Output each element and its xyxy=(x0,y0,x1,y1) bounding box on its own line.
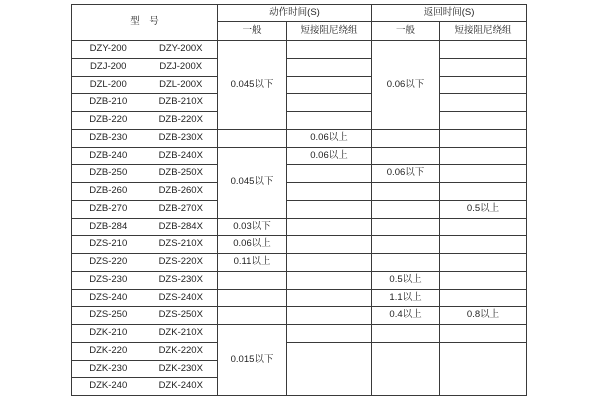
action-short-damping-cell xyxy=(287,254,372,272)
table-body xyxy=(72,41,527,396)
col-header-return-short-damping: 短接阻尼绕组 xyxy=(440,22,527,41)
return-general-cell: 1.1以上 xyxy=(372,289,440,307)
model-name-x: DZS-220X xyxy=(158,256,203,268)
model-name-x: DZB-250X xyxy=(158,167,203,179)
model-name: DZK-220 xyxy=(89,344,128,356)
model-pair xyxy=(72,275,217,285)
model-pair xyxy=(72,133,217,143)
model-cell xyxy=(72,360,218,378)
model-name-x: DZL-200X xyxy=(159,78,203,90)
action-short-damping-cell xyxy=(287,236,372,254)
return-general-cell: 0.06以下 xyxy=(372,41,440,130)
col-header-return-general: 一般 xyxy=(372,22,440,41)
return-general-cell: 0.06以下 xyxy=(372,165,440,183)
model-cell xyxy=(72,289,218,307)
action-short-damping-cell xyxy=(287,218,372,236)
return-general-cell xyxy=(372,236,440,254)
action-short-damping-cell xyxy=(287,289,372,307)
model-name-x: DZK-210X xyxy=(158,327,203,339)
action-short-damping-cell: 0.06以上 xyxy=(287,129,372,147)
model-name: DZS-210 xyxy=(89,238,128,250)
model-name-x: DZS-250X xyxy=(158,309,203,321)
model-pair xyxy=(72,346,217,356)
return-short-damping-cell xyxy=(440,129,527,147)
model-name: DZK-210 xyxy=(89,327,128,339)
model-pair xyxy=(72,328,217,338)
model-cell xyxy=(72,236,218,254)
model-pair xyxy=(72,293,217,303)
model-name-x: DZJ-200X xyxy=(159,60,203,72)
action-short-damping-cell xyxy=(287,271,372,289)
model-name: DZB-220 xyxy=(89,114,128,126)
model-name: DZK-240 xyxy=(89,380,128,392)
model-name: DZB-260 xyxy=(89,185,128,197)
action-general-cell xyxy=(218,307,287,325)
return-general-cell xyxy=(372,183,440,201)
return-short-damping-cell: 0.5以上 xyxy=(440,200,527,218)
return-short-damping-cell xyxy=(440,325,527,343)
table-row xyxy=(72,236,527,254)
table-row xyxy=(72,112,527,130)
model-name-x: DZS-240X xyxy=(158,291,203,303)
model-name: DZS-240 xyxy=(89,291,128,303)
model-cell xyxy=(72,94,218,112)
table-row xyxy=(72,58,527,76)
model-name-x: DZS-210X xyxy=(158,238,203,250)
action-short-damping-cell xyxy=(287,94,372,112)
action-general-cell xyxy=(218,129,287,147)
model-name: DZB-210 xyxy=(89,96,128,108)
header-group-row xyxy=(72,5,527,22)
return-general-cell xyxy=(372,129,440,147)
model-name-x: DZB-210X xyxy=(158,96,203,108)
model-name: DZK-230 xyxy=(89,362,128,374)
model-name: DZL-200 xyxy=(89,78,127,90)
model-cell xyxy=(72,41,218,59)
return-short-damping-cell xyxy=(440,147,527,165)
model-cell xyxy=(72,183,218,201)
return-short-damping-cell xyxy=(440,165,527,183)
model-name: DZB-284 xyxy=(89,220,128,232)
model-pair xyxy=(72,44,217,54)
col-header-action-general: 一般 xyxy=(218,22,287,41)
model-pair xyxy=(72,204,217,214)
model-cell xyxy=(72,58,218,76)
col-header-model: 型 号 xyxy=(72,5,218,41)
model-name: DZS-250 xyxy=(89,309,128,321)
model-name-x: DZK-240X xyxy=(158,380,203,392)
table-row xyxy=(72,218,527,236)
action-short-damping-cell xyxy=(287,112,372,130)
table-row xyxy=(72,129,527,147)
return-short-damping-cell xyxy=(440,342,527,395)
model-pair xyxy=(72,381,217,391)
table-row xyxy=(72,76,527,94)
table-header xyxy=(72,5,527,41)
action-short-damping-cell xyxy=(287,342,372,395)
model-pair xyxy=(72,115,217,125)
action-short-damping-cell xyxy=(287,58,372,76)
model-pair xyxy=(72,186,217,196)
action-general-cell: 0.045以下 xyxy=(218,41,287,130)
model-name-x: DZK-230X xyxy=(158,362,203,374)
action-general-cell xyxy=(218,289,287,307)
model-pair xyxy=(72,364,217,374)
return-general-cell xyxy=(372,254,440,272)
action-short-damping-cell xyxy=(287,307,372,325)
action-general-cell: 0.06以上 xyxy=(218,236,287,254)
table-row xyxy=(72,342,527,360)
col-header-action-time: 动作时间(S) xyxy=(218,5,372,22)
return-short-damping-cell xyxy=(440,183,527,201)
action-short-damping-cell xyxy=(287,183,372,201)
model-cell xyxy=(72,200,218,218)
model-name: DZS-230 xyxy=(89,273,128,285)
return-general-cell xyxy=(372,200,440,218)
return-short-damping-cell xyxy=(440,254,527,272)
return-general-cell xyxy=(372,147,440,165)
return-general-cell xyxy=(372,218,440,236)
model-name-x: DZB-260X xyxy=(158,185,203,197)
model-pair xyxy=(72,257,217,267)
model-cell xyxy=(72,378,218,396)
model-name: DZS-220 xyxy=(89,256,128,268)
model-name-x: DZB-220X xyxy=(158,114,203,126)
model-pair xyxy=(72,310,217,320)
return-general-cell: 0.4以上 xyxy=(372,307,440,325)
table-row xyxy=(72,307,527,325)
action-short-damping-cell: 0.06以上 xyxy=(287,147,372,165)
action-short-damping-cell xyxy=(287,165,372,183)
model-cell xyxy=(72,147,218,165)
model-cell xyxy=(72,271,218,289)
table-row xyxy=(72,94,527,112)
return-short-damping-cell xyxy=(440,41,527,59)
return-general-cell xyxy=(372,325,440,343)
col-header-return-time: 返回时间(S) xyxy=(372,5,527,22)
model-name: DZB-270 xyxy=(89,202,128,214)
action-short-damping-cell xyxy=(287,325,372,343)
model-name: DZB-250 xyxy=(89,167,128,179)
return-short-damping-cell xyxy=(440,58,527,76)
model-pair xyxy=(72,80,217,90)
col-header-action-short-damping: 短接阻尼绕组 xyxy=(287,22,372,41)
model-cell xyxy=(72,129,218,147)
model-cell xyxy=(72,165,218,183)
return-short-damping-cell xyxy=(440,112,527,130)
return-short-damping-cell xyxy=(440,94,527,112)
model-cell xyxy=(72,254,218,272)
model-name-x: DZB-240X xyxy=(158,149,203,161)
table-row xyxy=(72,325,527,343)
return-general-cell xyxy=(372,342,440,395)
model-pair xyxy=(72,168,217,178)
model-name-x: DZB-270X xyxy=(158,202,203,214)
model-cell xyxy=(72,112,218,130)
model-cell xyxy=(72,342,218,360)
action-short-damping-cell xyxy=(287,200,372,218)
return-short-damping-cell xyxy=(440,271,527,289)
relay-spec-table xyxy=(71,4,527,396)
return-short-damping-cell xyxy=(440,289,527,307)
model-name-x: DZY-200X xyxy=(159,43,203,55)
model-pair xyxy=(72,151,217,161)
model-name-x: DZB-230X xyxy=(158,131,203,143)
action-short-damping-cell xyxy=(287,41,372,59)
model-name-x: DZS-230X xyxy=(158,273,203,285)
model-name-x: DZB-284X xyxy=(158,220,203,232)
model-pair xyxy=(72,222,217,232)
model-cell xyxy=(72,307,218,325)
action-general-cell: 0.015以下 xyxy=(218,325,287,396)
action-short-damping-cell xyxy=(287,76,372,94)
table-row xyxy=(72,200,527,218)
model-pair xyxy=(72,97,217,107)
model-cell xyxy=(72,325,218,343)
model-cell xyxy=(72,218,218,236)
model-name: DZB-240 xyxy=(89,149,128,161)
model-pair xyxy=(72,239,217,249)
table-row xyxy=(72,254,527,272)
return-short-damping-cell xyxy=(440,236,527,254)
action-general-cell: 0.11以上 xyxy=(218,254,287,272)
model-pair xyxy=(72,62,217,72)
table-row xyxy=(72,289,527,307)
action-general-cell: 0.03以下 xyxy=(218,218,287,236)
model-name: DZJ-200 xyxy=(90,60,127,72)
table-row xyxy=(72,147,527,165)
model-name: DZB-230 xyxy=(89,131,128,143)
table-row xyxy=(72,271,527,289)
return-short-damping-cell xyxy=(440,218,527,236)
table-row xyxy=(72,183,527,201)
model-name-x: DZK-220X xyxy=(158,344,203,356)
return-general-cell: 0.5以上 xyxy=(372,271,440,289)
table-row xyxy=(72,41,527,59)
model-name: DZY-200 xyxy=(89,43,127,55)
table-row xyxy=(72,165,527,183)
return-short-damping-cell: 0.8以上 xyxy=(440,307,527,325)
action-general-cell xyxy=(218,271,287,289)
return-short-damping-cell xyxy=(440,76,527,94)
model-cell xyxy=(72,76,218,94)
action-general-cell: 0.045以下 xyxy=(218,147,287,218)
